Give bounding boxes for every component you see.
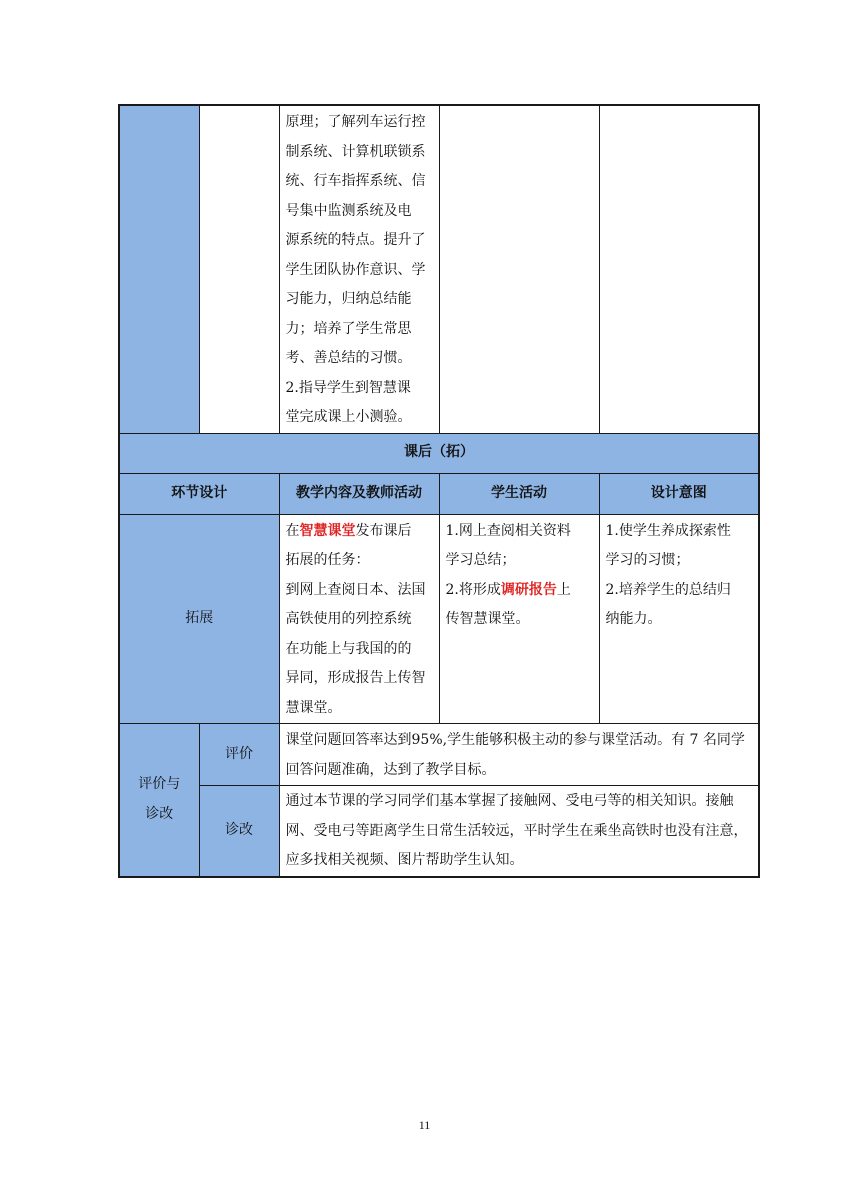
header-teacher: 教学内容及教师活动 xyxy=(279,473,439,514)
continued-phase-cell xyxy=(119,105,199,433)
teacher-line: 学生团队协作意识、学 xyxy=(285,261,426,278)
header-student: 学生活动 xyxy=(439,473,599,514)
lesson-plan-table xyxy=(118,104,760,878)
extension-row xyxy=(119,514,759,724)
column-header-row xyxy=(119,473,759,514)
evaluation-label: 评价 xyxy=(199,724,279,786)
teacher-line: 在功能上与我国的的 xyxy=(285,640,412,657)
teacher-line: 统、行车指挥系统、信 xyxy=(285,173,426,189)
teacher-line: 拓展的任务： xyxy=(285,552,370,568)
smart-classroom-highlight: 智慧课堂 xyxy=(299,522,356,539)
extension-label: 拓展 xyxy=(119,514,279,724)
student-line: 2.将形成调研报告上 xyxy=(445,581,571,598)
teacher-line: 制系统、计算机联锁系 xyxy=(285,143,426,160)
teacher-line: 习能力，归纳总结能 xyxy=(285,291,412,307)
teacher-line: 2.指导学生到智慧课 xyxy=(285,379,411,396)
teacher-line: 到网上查阅日本、法国 xyxy=(285,581,426,598)
header-phase: 环节设计 xyxy=(119,473,279,514)
header-design: 设计意图 xyxy=(599,473,759,514)
evaluation-text: 课堂问题回答率达到95%,学生能够积极主动的参与课堂活动。有 7 名同学回答问题准确，达到了教学目标。 xyxy=(279,724,759,786)
design-line: 2.培养学生的总结归 xyxy=(605,581,731,598)
teacher-line: 慧课堂。 xyxy=(285,699,342,716)
diagnosis-label: 诊改 xyxy=(199,786,279,877)
extension-design-cell xyxy=(599,514,759,724)
continued-sub-cell xyxy=(199,105,279,433)
diagnosis-row xyxy=(119,786,759,877)
design-line: 1.使学生养成探索性 xyxy=(605,522,731,539)
evaluation-group-label: 评价与 诊改 xyxy=(119,724,199,877)
extension-teacher-cell xyxy=(279,514,439,724)
teacher-line: 号集中监测系统及电 xyxy=(285,202,412,219)
teacher-line: 堂完成课上小测验。 xyxy=(285,409,412,425)
teacher-line: 源系统的特点。提升了 xyxy=(285,232,426,248)
student-line: 传智慧课堂。 xyxy=(445,611,530,627)
continued-row xyxy=(119,105,759,433)
extension-student-cell xyxy=(439,514,599,724)
teacher-line: 原理；了解列车运行控 xyxy=(285,114,426,130)
continued-teacher-cell xyxy=(279,105,439,433)
teacher-line: 力；培养了学生常思 xyxy=(285,320,412,337)
student-line: 1.网上查阅相关资料 xyxy=(445,522,571,539)
continued-student-cell xyxy=(439,105,599,433)
teacher-line: 在智慧课堂发布课后 xyxy=(285,522,412,539)
evaluation-row xyxy=(119,724,759,786)
teacher-line: 高铁使用的列控系统 xyxy=(285,611,412,627)
section-title: 课后（拓） xyxy=(119,433,759,473)
design-line: 学习的习惯； xyxy=(605,552,690,568)
teacher-line: 异同，形成报告上传智 xyxy=(285,670,426,686)
student-line: 学习总结； xyxy=(445,552,516,568)
page-number: 11 xyxy=(418,1118,431,1132)
continued-design-cell xyxy=(599,105,759,433)
design-line: 纳能力。 xyxy=(605,611,662,627)
teacher-line: 考、善总结的习惯。 xyxy=(285,350,412,366)
diagnosis-text: 通过本节课的学习同学们基本掌握了接触网、受电弓等的相关知识。接触网、受电弓等距离学生日常生活较远，平时学生在乘坐高铁时也没有注意，应多找相关视频、图片帮助学生认知。 xyxy=(279,786,759,877)
research-report-highlight: 调研报告 xyxy=(500,581,557,598)
